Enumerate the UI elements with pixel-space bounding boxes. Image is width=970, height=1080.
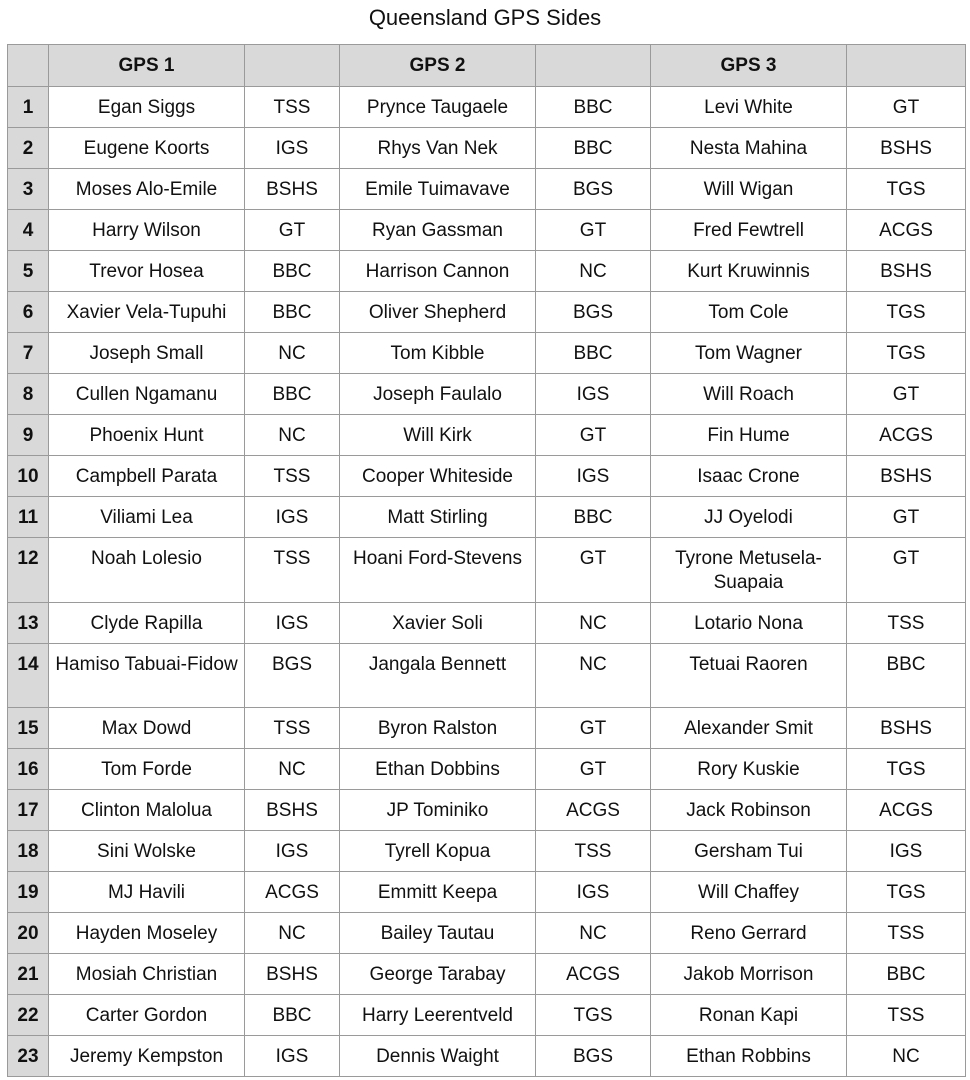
- gps3-school: TGS: [847, 749, 966, 790]
- gps3-school: GT: [847, 374, 966, 415]
- table-row: [8, 497, 966, 538]
- gps1-player: Joseph Small: [49, 333, 245, 374]
- gps2-school: IGS: [536, 374, 651, 415]
- gps2-school: BGS: [536, 169, 651, 210]
- gps1-school: TSS: [245, 456, 340, 497]
- row-number: 15: [8, 708, 49, 749]
- gps2-school: ACGS: [536, 790, 651, 831]
- gps2-player: Xavier Soli: [340, 603, 536, 644]
- gps2-school: BBC: [536, 333, 651, 374]
- gps1-player: Noah Lolesio: [49, 538, 245, 603]
- table-row: [8, 913, 966, 954]
- gps2-player: Harry Leerentveld: [340, 995, 536, 1036]
- row-number: 11: [8, 497, 49, 538]
- gps3-player: Jakob Morrison: [651, 954, 847, 995]
- gps1-player: Trevor Hosea: [49, 251, 245, 292]
- table-row: [8, 128, 966, 169]
- gps2-school: ACGS: [536, 954, 651, 995]
- gps3-player: Gersham Tui: [651, 831, 847, 872]
- gps3-school: BSHS: [847, 708, 966, 749]
- gps3-player: Ronan Kapi: [651, 995, 847, 1036]
- table-row: [8, 749, 966, 790]
- row-number: 9: [8, 415, 49, 456]
- gps3-player: Ethan Robbins: [651, 1036, 847, 1077]
- gps2-player: Bailey Tautau: [340, 913, 536, 954]
- gps1-school: NC: [245, 333, 340, 374]
- gps2-player: Jangala Bennett: [340, 644, 536, 708]
- gps2-player: JP Tominiko: [340, 790, 536, 831]
- gps1-school: BSHS: [245, 954, 340, 995]
- table-row: [8, 456, 966, 497]
- gps2-school: NC: [536, 644, 651, 708]
- gps1-player: Viliami Lea: [49, 497, 245, 538]
- row-number: 7: [8, 333, 49, 374]
- row-number: 5: [8, 251, 49, 292]
- gps3-school: GT: [847, 87, 966, 128]
- table-row: [8, 995, 966, 1036]
- gps3-school: TSS: [847, 913, 966, 954]
- gps3-school: TSS: [847, 995, 966, 1036]
- table-row: [8, 872, 966, 913]
- gps1-player: Cullen Ngamanu: [49, 374, 245, 415]
- gps3-player: Nesta Mahina: [651, 128, 847, 169]
- gps2-school: NC: [536, 603, 651, 644]
- table-row: [8, 603, 966, 644]
- gps2-school: BBC: [536, 87, 651, 128]
- row-number: 22: [8, 995, 49, 1036]
- header-gps3: GPS 3: [651, 45, 847, 87]
- gps3-school: ACGS: [847, 415, 966, 456]
- gps2-player: Tyrell Kopua: [340, 831, 536, 872]
- header-row: [8, 45, 966, 87]
- table-title: Queensland GPS Sides: [368, 5, 602, 30]
- gps3-player: Rory Kuskie: [651, 749, 847, 790]
- gps2-school: GT: [536, 538, 651, 603]
- gps2-player: Dennis Waight: [340, 1036, 536, 1077]
- gps2-player: Prynce Taugaele: [340, 87, 536, 128]
- gps3-player: Will Chaffey: [651, 872, 847, 913]
- gps3-school: GT: [847, 538, 966, 603]
- gps3-player: Will Wigan: [651, 169, 847, 210]
- gps3-player: Reno Gerrard: [651, 913, 847, 954]
- gps1-player: Tom Forde: [49, 749, 245, 790]
- gps2-player: Will Kirk: [340, 415, 536, 456]
- gps1-school: IGS: [245, 603, 340, 644]
- gps2-player: Tom Kibble: [340, 333, 536, 374]
- row-number: 17: [8, 790, 49, 831]
- table-row: [8, 333, 966, 374]
- row-number: 3: [8, 169, 49, 210]
- row-number: 4: [8, 210, 49, 251]
- gps1-school: NC: [245, 749, 340, 790]
- header-number: [8, 45, 49, 87]
- gps3-player: Levi White: [651, 87, 847, 128]
- gps2-school: GT: [536, 749, 651, 790]
- gps3-school: BBC: [847, 644, 966, 708]
- gps3-player: Fred Fewtrell: [651, 210, 847, 251]
- table-row: [8, 169, 966, 210]
- gps2-player: Harrison Cannon: [340, 251, 536, 292]
- gps3-player: Alexander Smit: [651, 708, 847, 749]
- row-number: 16: [8, 749, 49, 790]
- gps3-player: Tom Wagner: [651, 333, 847, 374]
- table-row: [8, 1036, 966, 1077]
- gps1-player: Egan Siggs: [49, 87, 245, 128]
- gps3-player: Isaac Crone: [651, 456, 847, 497]
- gps3-school: TSS: [847, 603, 966, 644]
- gps2-school: GT: [536, 708, 651, 749]
- gps3-player: Fin Hume: [651, 415, 847, 456]
- gps1-school: TSS: [245, 538, 340, 603]
- header-gps2: GPS 2: [340, 45, 536, 87]
- gps2-player: Joseph Faulalo: [340, 374, 536, 415]
- gps1-player: Xavier Vela-Tupuhi: [49, 292, 245, 333]
- table-row: [8, 251, 966, 292]
- gps1-school: BGS: [245, 644, 340, 708]
- gps1-player: Carter Gordon: [49, 995, 245, 1036]
- gps1-school: IGS: [245, 128, 340, 169]
- gps1-player: Mosiah Christian: [49, 954, 245, 995]
- gps1-school: IGS: [245, 1036, 340, 1077]
- row-number: 13: [8, 603, 49, 644]
- gps1-school: BBC: [245, 374, 340, 415]
- row-number: 8: [8, 374, 49, 415]
- gps3-player: Tetuai Raoren: [651, 644, 847, 708]
- table-row: [8, 831, 966, 872]
- gps1-school: IGS: [245, 497, 340, 538]
- table-row: [8, 415, 966, 456]
- gps3-school: TGS: [847, 333, 966, 374]
- gps2-player: Matt Stirling: [340, 497, 536, 538]
- row-number: 19: [8, 872, 49, 913]
- gps3-player: Lotario Nona: [651, 603, 847, 644]
- row-number: 21: [8, 954, 49, 995]
- table-row: [8, 292, 966, 333]
- row-number: 20: [8, 913, 49, 954]
- gps1-player: Sini Wolske: [49, 831, 245, 872]
- gps1-player: MJ Havili: [49, 872, 245, 913]
- row-number: 14: [8, 644, 49, 708]
- table-row: [8, 644, 966, 708]
- table-row: [8, 538, 966, 603]
- gps2-player: Oliver Shepherd: [340, 292, 536, 333]
- gps2-school: NC: [536, 251, 651, 292]
- gps1-player: Eugene Koorts: [49, 128, 245, 169]
- gps2-school: BBC: [536, 497, 651, 538]
- gps3-player: Tom Cole: [651, 292, 847, 333]
- gps2-school: NC: [536, 913, 651, 954]
- gps2-school: BGS: [536, 292, 651, 333]
- gps1-player: Clinton Malolua: [49, 790, 245, 831]
- gps1-school: ACGS: [245, 872, 340, 913]
- gps1-school: BBC: [245, 251, 340, 292]
- row-number: 6: [8, 292, 49, 333]
- gps2-player: Emmitt Keepa: [340, 872, 536, 913]
- gps1-player: Hamiso Tabuai-Fidow: [49, 644, 245, 708]
- gps3-school: TGS: [847, 872, 966, 913]
- gps1-school: TSS: [245, 708, 340, 749]
- gps1-school: IGS: [245, 831, 340, 872]
- gps2-player: Hoani Ford-Stevens: [340, 538, 536, 603]
- gps2-school: GT: [536, 415, 651, 456]
- gps2-player: George Tarabay: [340, 954, 536, 995]
- gps3-school: BBC: [847, 954, 966, 995]
- row-number: 10: [8, 456, 49, 497]
- gps1-school: BBC: [245, 292, 340, 333]
- gps3-school: TGS: [847, 292, 966, 333]
- gps2-player: Ryan Gassman: [340, 210, 536, 251]
- gps3-player: Tyrone Metusela-Suapaia: [651, 538, 847, 603]
- gps2-school: IGS: [536, 456, 651, 497]
- gps3-player: JJ Oyelodi: [651, 497, 847, 538]
- gps2-school: TGS: [536, 995, 651, 1036]
- gps1-player: Harry Wilson: [49, 210, 245, 251]
- gps1-player: Max Dowd: [49, 708, 245, 749]
- gps3-school: GT: [847, 497, 966, 538]
- gps3-school: NC: [847, 1036, 966, 1077]
- gps2-school: GT: [536, 210, 651, 251]
- gps3-school: TGS: [847, 169, 966, 210]
- gps1-player: Clyde Rapilla: [49, 603, 245, 644]
- gps1-player: Hayden Moseley: [49, 913, 245, 954]
- row-number: 1: [8, 87, 49, 128]
- gps1-player: Campbell Parata: [49, 456, 245, 497]
- table-row: [8, 790, 966, 831]
- gps2-player: Byron Ralston: [340, 708, 536, 749]
- gps-sides-table: [7, 44, 966, 1077]
- table-row: [8, 210, 966, 251]
- gps1-player: Moses Alo-Emile: [49, 169, 245, 210]
- header-gps2-school: [536, 45, 651, 87]
- gps2-player: Rhys Van Nek: [340, 128, 536, 169]
- table-row: [8, 954, 966, 995]
- gps3-school: IGS: [847, 831, 966, 872]
- gps2-player: Cooper Whiteside: [340, 456, 536, 497]
- gps2-school: BGS: [536, 1036, 651, 1077]
- gps1-player: Jeremy Kempston: [49, 1036, 245, 1077]
- row-number: 12: [8, 538, 49, 603]
- gps3-player: Jack Robinson: [651, 790, 847, 831]
- gps2-player: Ethan Dobbins: [340, 749, 536, 790]
- table-row: [8, 87, 966, 128]
- gps3-school: ACGS: [847, 790, 966, 831]
- gps1-school: BSHS: [245, 790, 340, 831]
- header-gps1: GPS 1: [49, 45, 245, 87]
- gps3-school: ACGS: [847, 210, 966, 251]
- gps1-school: GT: [245, 210, 340, 251]
- gps2-school: TSS: [536, 831, 651, 872]
- gps2-school: IGS: [536, 872, 651, 913]
- gps1-player: Phoenix Hunt: [49, 415, 245, 456]
- row-number: 2: [8, 128, 49, 169]
- gps3-school: BSHS: [847, 456, 966, 497]
- gps1-school: BSHS: [245, 169, 340, 210]
- header-gps3-school: [847, 45, 966, 87]
- row-number: 18: [8, 831, 49, 872]
- gps1-school: TSS: [245, 87, 340, 128]
- gps3-player: Will Roach: [651, 374, 847, 415]
- gps3-school: BSHS: [847, 251, 966, 292]
- gps2-school: BBC: [536, 128, 651, 169]
- table-row: [8, 708, 966, 749]
- gps1-school: NC: [245, 913, 340, 954]
- row-number: 23: [8, 1036, 49, 1077]
- header-gps1-school: [245, 45, 340, 87]
- gps3-school: BSHS: [847, 128, 966, 169]
- gps1-school: BBC: [245, 995, 340, 1036]
- gps3-player: Kurt Kruwinnis: [651, 251, 847, 292]
- table-row: [8, 374, 966, 415]
- gps2-player: Emile Tuimavave: [340, 169, 536, 210]
- gps1-school: NC: [245, 415, 340, 456]
